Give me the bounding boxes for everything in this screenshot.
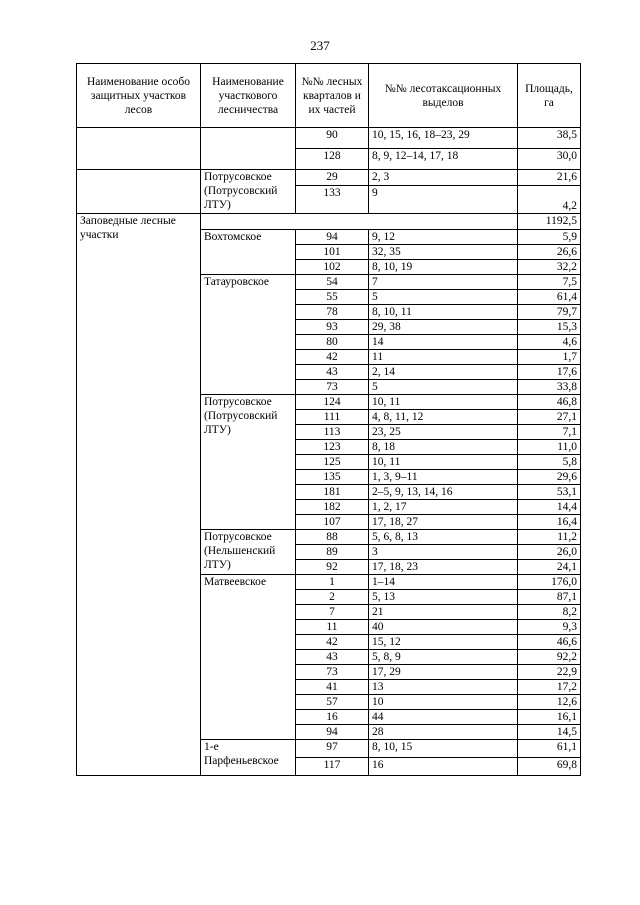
cell-area: 53,1 (518, 485, 581, 500)
cell-vydels: 5, 8, 9 (369, 650, 518, 665)
cell-area: 176,0 (518, 575, 581, 590)
cell-quarter: 117 (296, 758, 369, 776)
cell-area: 16,4 (518, 515, 581, 530)
cell-area: 26,0 (518, 545, 581, 560)
cell-forestry: Потрусовское (Потрусовский ЛТУ) (201, 170, 296, 214)
cell-vydels: 2–5, 9, 13, 14, 16 (369, 485, 518, 500)
cell-quarter: 92 (296, 560, 369, 575)
cell-vydels: 5 (369, 380, 518, 395)
cell-vydels: 5 (369, 290, 518, 305)
cell-quarter: 1 (296, 575, 369, 590)
cell-name-empty (77, 170, 201, 214)
cell-quarter: 43 (296, 365, 369, 380)
cell-quarter: 80 (296, 335, 369, 350)
cell-quarter: 133 (296, 186, 369, 214)
cell-vydels: 3 (369, 545, 518, 560)
cell-area: 17,2 (518, 680, 581, 695)
cell-area: 16,1 (518, 710, 581, 725)
table-header-row (77, 64, 581, 128)
cell-forestry: 1-е Парфеньевское (201, 740, 296, 776)
cell-quarter: 88 (296, 530, 369, 545)
cell-quarter: 16 (296, 710, 369, 725)
cell-area: 79,7 (518, 305, 581, 320)
cell-vydels: 44 (369, 710, 518, 725)
cell-quarter: 41 (296, 680, 369, 695)
cell-quarter: 107 (296, 515, 369, 530)
cell-quarter: 73 (296, 665, 369, 680)
cell-quarter: 124 (296, 395, 369, 410)
cell-area: 61,4 (518, 290, 581, 305)
cell-quarter: 94 (296, 230, 369, 245)
cell-area: 92,2 (518, 650, 581, 665)
cell-vydels: 5, 13 (369, 590, 518, 605)
cell-vydels: 10 (369, 695, 518, 710)
cell-vydels: 29, 38 (369, 320, 518, 335)
cell-quarter: 135 (296, 470, 369, 485)
cell-vydels: 32, 35 (369, 245, 518, 260)
cell-area: 29,6 (518, 470, 581, 485)
cell-vydels: 28 (369, 725, 518, 740)
cell-vydels: 10, 11 (369, 455, 518, 470)
cell-vydels: 1, 3, 9–11 (369, 470, 518, 485)
cell-quarter: 101 (296, 245, 369, 260)
cell-vydels: 9 (369, 186, 518, 214)
cell-vydels: 16 (369, 758, 518, 776)
cell-vydels: 15, 12 (369, 635, 518, 650)
cell-total-area: 1192,5 (518, 214, 581, 230)
cell-vydels: 2, 14 (369, 365, 518, 380)
cell-forestry: Матвеевское (201, 575, 296, 740)
cell-vydels: 9, 12 (369, 230, 518, 245)
cell-quarter: 54 (296, 275, 369, 290)
cell-quarter: 89 (296, 545, 369, 560)
table-row (77, 170, 581, 186)
cell-forestry-empty (201, 128, 296, 170)
cell-area: 5,9 (518, 230, 581, 245)
cell-quarter: 182 (296, 500, 369, 515)
cell-vydels: 2, 3 (369, 170, 518, 186)
cell-vydels: 8, 10, 15 (369, 740, 518, 758)
cell-vydels: 7 (369, 275, 518, 290)
cell-vydels: 8, 10, 19 (369, 260, 518, 275)
cell-area: 15,3 (518, 320, 581, 335)
cell-area: 14,4 (518, 500, 581, 515)
cell-area: 30,0 (518, 149, 581, 170)
cell-area: 9,3 (518, 620, 581, 635)
cell-quarter: 42 (296, 635, 369, 650)
cell-vydels: 8, 10, 11 (369, 305, 518, 320)
table-row (77, 128, 581, 149)
cell-quarter: 43 (296, 650, 369, 665)
cell-quarter: 94 (296, 725, 369, 740)
cell-area: 87,1 (518, 590, 581, 605)
cell-vydels: 21 (369, 605, 518, 620)
cell-area: 24,1 (518, 560, 581, 575)
cell-vydels: 17, 29 (369, 665, 518, 680)
cell-total-empty (201, 214, 518, 230)
cell-quarter: 102 (296, 260, 369, 275)
cell-vydels: 17, 18, 23 (369, 560, 518, 575)
protected-forest-table (76, 63, 581, 776)
cell-name-empty (77, 128, 201, 170)
cell-vydels: 5, 6, 8, 13 (369, 530, 518, 545)
cell-area: 69,8 (518, 758, 581, 776)
cell-quarter: 42 (296, 350, 369, 365)
cell-protected-name: Заповедные лесные участки (77, 214, 201, 776)
cell-area: 7,5 (518, 275, 581, 290)
cell-area: 61,1 (518, 740, 581, 758)
header-vydels: №№ лесотаксационных выделов (369, 64, 518, 128)
cell-area: 5,8 (518, 455, 581, 470)
cell-area: 22,9 (518, 665, 581, 680)
cell-quarter: 113 (296, 425, 369, 440)
cell-area: 26,6 (518, 245, 581, 260)
cell-quarter: 29 (296, 170, 369, 186)
cell-quarter: 128 (296, 149, 369, 170)
cell-area: 38,5 (518, 128, 581, 149)
header-area: Площадь, га (518, 64, 581, 128)
cell-area: 4,2 (518, 186, 581, 214)
cell-quarter: 97 (296, 740, 369, 758)
cell-forestry: Татауровское (201, 275, 296, 395)
cell-area: 14,5 (518, 725, 581, 740)
cell-quarter: 78 (296, 305, 369, 320)
cell-area: 12,6 (518, 695, 581, 710)
table-row-total (77, 214, 581, 230)
cell-quarter: 57 (296, 695, 369, 710)
cell-area: 46,6 (518, 635, 581, 650)
cell-quarter: 55 (296, 290, 369, 305)
cell-forestry: Потрусовское (Нельшенский ЛТУ) (201, 530, 296, 575)
cell-quarter: 90 (296, 128, 369, 149)
cell-vydels: 8, 9, 12–14, 17, 18 (369, 149, 518, 170)
cell-vydels: 13 (369, 680, 518, 695)
cell-area: 21,6 (518, 170, 581, 186)
cell-area: 1,7 (518, 350, 581, 365)
cell-area: 7,1 (518, 425, 581, 440)
cell-quarter: 181 (296, 485, 369, 500)
cell-area: 46,8 (518, 395, 581, 410)
cell-vydels: 10, 15, 16, 18–23, 29 (369, 128, 518, 149)
cell-vydels: 23, 25 (369, 425, 518, 440)
page-number: 237 (310, 38, 330, 53)
cell-area: 27,1 (518, 410, 581, 425)
cell-quarter: 123 (296, 440, 369, 455)
cell-quarter: 2 (296, 590, 369, 605)
cell-quarter: 125 (296, 455, 369, 470)
header-name: Наименование особо защитных участков лесов (77, 64, 201, 128)
cell-vydels: 17, 18, 27 (369, 515, 518, 530)
cell-vydels: 10, 11 (369, 395, 518, 410)
cell-vydels: 8, 18 (369, 440, 518, 455)
cell-area: 11,0 (518, 440, 581, 455)
cell-forestry: Потрусовское (Потрусовский ЛТУ) (201, 395, 296, 530)
cell-vydels: 40 (369, 620, 518, 635)
cell-forestry: Вохтомское (201, 230, 296, 275)
header-quarters: №№ лесных кварталов и их частей (296, 64, 369, 128)
cell-quarter: 111 (296, 410, 369, 425)
cell-vydels: 1–14 (369, 575, 518, 590)
cell-area: 8,2 (518, 605, 581, 620)
cell-vydels: 4, 8, 11, 12 (369, 410, 518, 425)
header-forestry: Наименование участкового лесничества (201, 64, 296, 128)
cell-quarter: 11 (296, 620, 369, 635)
cell-area: 32,2 (518, 260, 581, 275)
cell-quarter: 7 (296, 605, 369, 620)
cell-vydels: 14 (369, 335, 518, 350)
cell-area: 4,6 (518, 335, 581, 350)
cell-vydels: 11 (369, 350, 518, 365)
cell-quarter: 93 (296, 320, 369, 335)
cell-quarter: 73 (296, 380, 369, 395)
cell-area: 33,8 (518, 380, 581, 395)
cell-area: 17,6 (518, 365, 581, 380)
cell-area: 11,2 (518, 530, 581, 545)
cell-vydels: 1, 2, 17 (369, 500, 518, 515)
